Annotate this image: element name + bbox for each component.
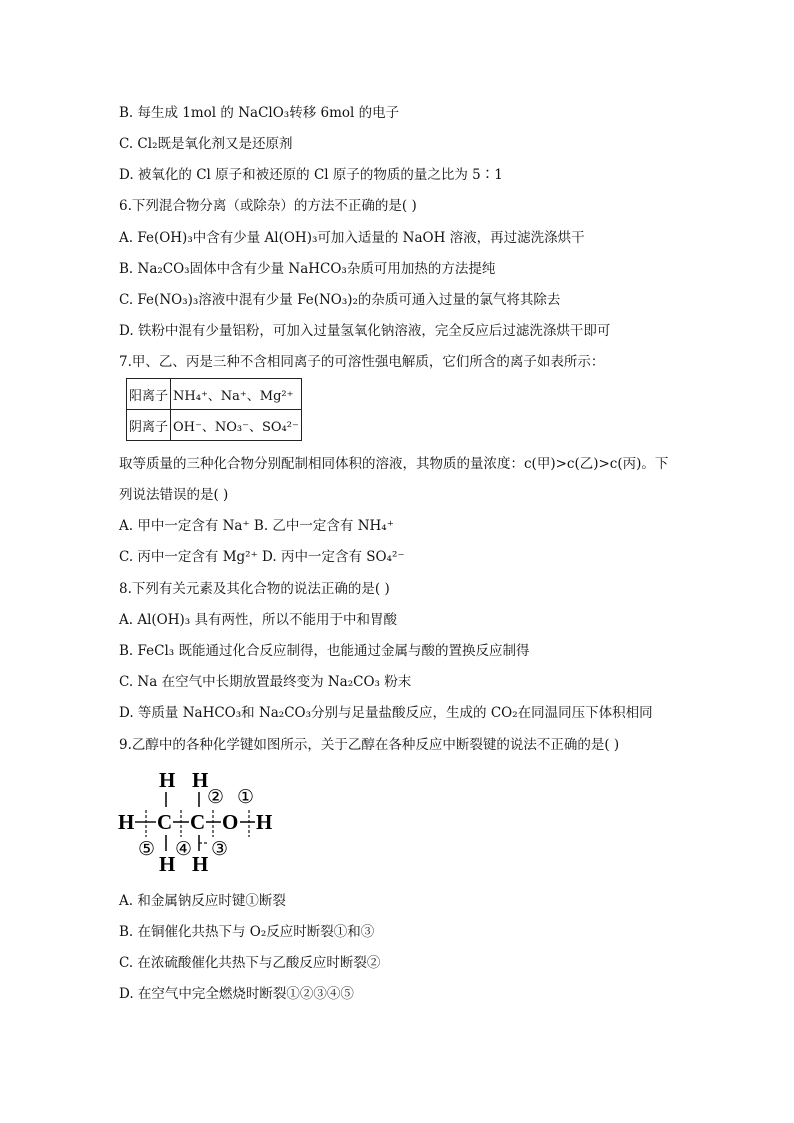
- anion-row: [127, 410, 302, 441]
- q7-statement-cont: 列说法错误的是( ): [119, 487, 229, 503]
- q8-option-a: A. Al(OH)₃ 具有两性，所以不能用于中和胃酸: [119, 612, 397, 628]
- cation-ions: NH₄⁺、Na⁺、Mg²⁺: [171, 379, 302, 410]
- bond-label-3: ③: [211, 839, 229, 860]
- atom-h-top-left: H: [159, 768, 176, 792]
- ion-table: [126, 378, 302, 441]
- bond-label-2: ②: [207, 787, 225, 808]
- q6-option-d: D. 铁粉中混有少量铝粉，可加入过量氢氧化钠溶液，完全反应后过滤洗涤烘干即可: [119, 323, 611, 339]
- anion-ions: OH⁻、NO₃⁻、SO₄²⁻: [171, 410, 302, 441]
- q8-option-c: C. Na 在空气中长期放置最终变为 Na₂CO₃ 粉末: [119, 674, 412, 690]
- atom-h-bottom-right: H: [192, 852, 209, 876]
- atom-h-bottom-left: H: [159, 852, 176, 876]
- question-9: 9.乙醇中的各种化学键如图所示，关于乙醇在各种反应中断裂键的说法不正确的是( ): [119, 737, 620, 753]
- q8-option-b: B. FeCl₃ 既能通过化合反应制得，也能通过金属与酸的置换反应制得: [119, 643, 530, 659]
- q8-option-d: D. 等质量 NaHCO₃和 Na₂CO₃分别与足量盐酸反应，生成的 CO₂在同温同压下体积相同: [119, 705, 653, 721]
- q9-option-c: C. 在浓硫酸催化共热下与乙酸反应时断裂②: [119, 955, 381, 971]
- q6-option-c: C. Fe(NO₃)₃溶液中混有少量 Fe(NO₃)₂的杂质可通入过量的氯气将其除去: [119, 292, 561, 308]
- atom-h-right: H: [256, 810, 273, 834]
- question-6: 6.下列混合物分离（或除杂）的方法不正确的是( ): [119, 198, 417, 214]
- atom-h-top-right: H: [192, 768, 209, 792]
- question-8: 8.下列有关元素及其化合物的说法正确的是( ): [119, 581, 390, 597]
- anion-label: 阴离子: [127, 410, 171, 441]
- q6-option-b: B. Na₂CO₃固体中含有少量 NaHCO₃杂质可用加热的方法提纯: [119, 261, 496, 277]
- q9-option-d: D. 在空气中完全燃烧时断裂①②③④⑤: [119, 986, 354, 1002]
- bond-label-5: ⑤: [138, 839, 156, 860]
- atom-c2: C: [190, 810, 206, 834]
- q7-statement: 取等质量的三种化合物分别配制相同体积的溶液，其物质的量浓度：c(甲)>c(乙)>c(丙)。下: [119, 456, 669, 472]
- question-7: 7.甲、乙、丙是三种不含相同离子的可溶性强电解质，它们所含的离子如表所示：: [119, 354, 605, 370]
- q7-options-cd: C. 丙中一定含有 Mg²⁺ D. 丙中一定含有 SO₄²⁻: [119, 549, 405, 565]
- q7-options-ab: A. 甲中一定含有 Na⁺ B. 乙中一定含有 NH₄⁺: [119, 518, 394, 534]
- atom-c1: C: [157, 810, 173, 834]
- line-option-c-cl2: C. Cl₂既是氧化剂又是还原剂: [119, 136, 293, 152]
- ethanol-structure-diagram: [115, 765, 285, 877]
- line-option-b-nacl: B. 每生成 1mol 的 NaClO₃转移 6mol 的电子: [119, 105, 400, 121]
- line-option-d-ratio: D. 被氧化的 Cl 原子和被还原的 Cl 原子的物质的量之比为 5∶1: [119, 167, 503, 183]
- bond-label-1: ①: [237, 787, 255, 808]
- atom-o: O: [222, 810, 239, 834]
- q9-option-b: B. 在铜催化共热下与 O₂反应时断裂①和③: [119, 924, 375, 940]
- bond-label-4: ④: [175, 839, 193, 860]
- cation-label: 阳离子: [127, 379, 171, 410]
- q6-option-a: A. Fe(OH)₃中含有少量 Al(OH)₃可加入适量的 NaOH 溶液，再过滤洗涤烘干: [119, 230, 585, 246]
- atom-h-left: H: [118, 810, 135, 834]
- q9-option-a: A. 和金属钠反应时键①断裂: [119, 893, 286, 909]
- cation-row: [127, 379, 302, 410]
